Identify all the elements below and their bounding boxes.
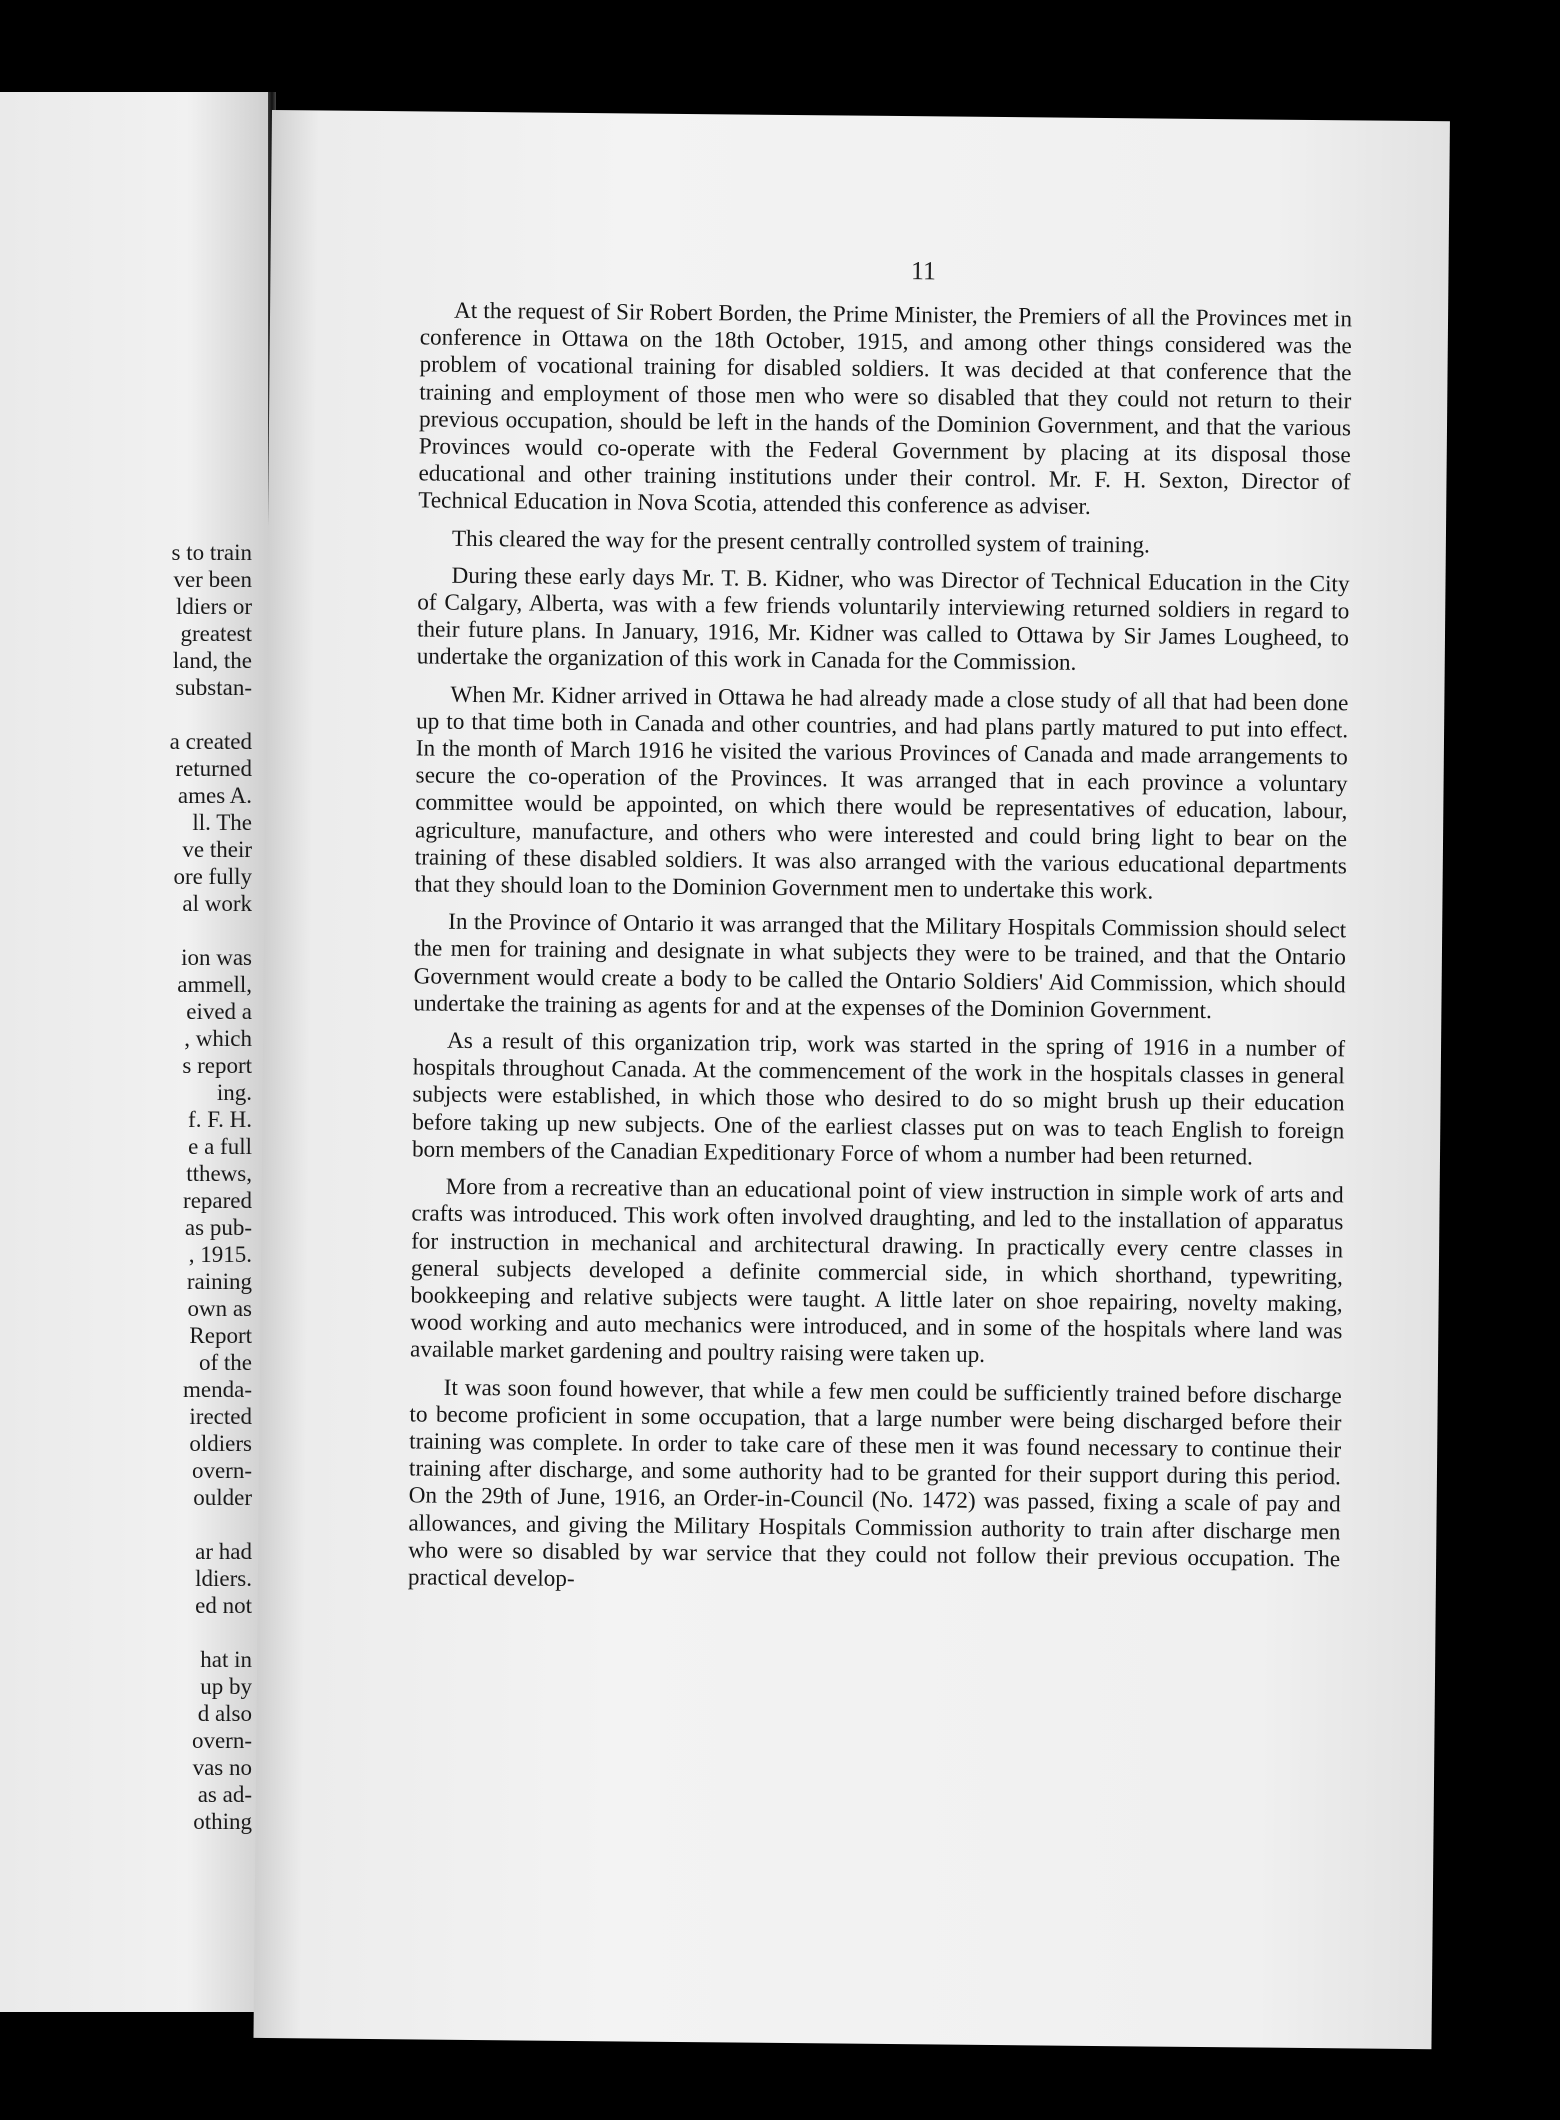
left-page-line: repared <box>183 1188 252 1213</box>
left-page-line: own as <box>187 1296 252 1321</box>
left-page-line: overn- <box>191 1728 252 1753</box>
left-page-line: as ad- <box>197 1782 252 1807</box>
left-page-line: d also <box>197 1701 252 1726</box>
left-page-gap <box>0 701 252 728</box>
left-page-line: ore fully <box>173 864 252 889</box>
left-page-line: overn- <box>191 1458 252 1483</box>
left-page-line: vas no <box>192 1755 252 1780</box>
left-page-line: ldiers or <box>175 594 252 619</box>
left-page-text-column <box>0 539 252 1835</box>
left-page <box>0 92 268 2012</box>
left-page-line: ed not <box>195 1593 252 1618</box>
paragraph: At the request of Sir Robert Borden, the Prime Minister, the Premiers of all the Provinces met in conference in Ottawa on the 18th October, 1915, and among other things considered was the problem of vocational training for disabled soldiers. It was decided at that conference that the training and employment of those men who were so disabled that they could not return to their previous occupation, should be left in the hands of the Dominion Government, and that the various Provinces would co-operate with the Federal Government by placing at its disposal those educational and other training institutions under their control. Mr. F. H. Sexton, Director of Technical Education in Nova Scotia, attended this conference as adviser. <box>418 297 1353 521</box>
right-page <box>253 110 1449 2049</box>
left-page-line: raining <box>186 1269 252 1294</box>
left-page-line: s report <box>182 1053 252 1078</box>
paragraph: During these early days Mr. T. B. Kidner, who was Director of Technical Education in the City of Calgary, Alberta, was with a few friends voluntarily interviewing returned soldiers in regard to their future plans. In January, 1916, Mr. Kidner was called to Ottawa by Sir James Lougheed, to undertake the organization of this work in Canada for the Commission. <box>416 562 1350 677</box>
paragraph: When Mr. Kidner arrived in Ottawa he had already made a close study of all that had been done up to that time both in Canada and other countries, and had plans partly matured to put into effect. In the month of March 1916 he visited the various Provinces of Canada and made arrangements to secure the co-operation of the Provinces. It was arranged that in each province a voluntary committee would be appointed, on which there would be representatives of education, labour, agriculture, manufacture, and others who were interested and could bring light to bear on the training of these disabled soldiers. It was also arranged with the various educational departments that they should loan to the Dominion Government men to undertake this work. <box>414 681 1349 905</box>
body-text <box>408 297 1352 1610</box>
left-page-line: ames A. <box>177 783 252 808</box>
left-page-line: , which <box>184 1026 252 1051</box>
left-page-line: oulder <box>193 1485 252 1510</box>
left-page-line: ll. The <box>192 810 252 835</box>
left-page-line: oldiers <box>189 1431 252 1456</box>
left-page-line: land, the <box>172 648 252 673</box>
left-page-line: ion was <box>181 945 252 970</box>
paragraph: It was soon found however, that while a few men could be sufficiently trained before discharge to become proficient in some occupation, that a large number were being discharged before their training was complete. In order to take care of these men it was found necessary to continue their training after discharge, and some authority had to be granted for their support during this period. On the 29th of June, 1916, an Order-in-Council (No. 1472) was passed, fixing a scale of pay and allowances, and giving the Military Hospitals Commission authority to train after discharge men who were so disabled by war service that they could not follow their previous occupation. The practical develop- <box>407 1374 1342 1592</box>
page-number: 11 <box>910 256 937 286</box>
left-page-line: substan- <box>175 675 252 700</box>
left-page-line: eived a <box>186 999 252 1024</box>
left-page-line: , 1915. <box>188 1242 252 1267</box>
left-page-gap <box>0 917 252 944</box>
left-page-line: ar had <box>195 1539 252 1564</box>
left-page-line: menda- <box>183 1377 252 1402</box>
left-page-line: tthews, <box>186 1161 252 1186</box>
left-page-line: irected <box>189 1404 252 1429</box>
left-page-line: hat in <box>200 1647 252 1672</box>
paragraph: As a result of this organization trip, work was started in the spring of 1916 in a number of hospitals throughout Canada. At the commencement of the work in the hospitals classes in general subjects were established, in which those who desired to do so might brush up their education before taking up new subjects. One of the earliest classes put on was to teach English to foreign born members of the Canadian Expeditionary Force of whom a number had been returned. <box>411 1027 1346 1171</box>
paragraph: This cleared the way for the present centrally controlled system of training. <box>451 525 1150 559</box>
left-page-line: ldiers. <box>195 1566 252 1591</box>
left-page-line: greatest <box>180 621 252 646</box>
paragraph: More from a recreative than an educational point of view instruction in simple work of arts and crafts was introduced. This work often involved draughting, and led to the installation of apparatus for instruction in mechanical and architectural drawing. In practically every centre classes in general subjects developed a definite commercial side, in which shorthand, typewriting, bookkeeping and relative subjects were taught. A little later on shoe repairing, novelty making, wood working and auto mechanics were introduced, and in some of the hospitals where land was available market gardening and poultry raising were taken up. <box>409 1173 1344 1369</box>
left-page-line: as pub- <box>184 1215 252 1240</box>
left-page-line: Report <box>189 1323 252 1348</box>
left-page-gap <box>0 1619 252 1646</box>
left-page-line: up by <box>200 1674 252 1699</box>
left-page-line: othing <box>193 1809 252 1834</box>
left-page-line: ve their <box>182 837 252 862</box>
left-page-line: al work <box>182 891 252 916</box>
left-page-line: f. F. H. <box>188 1107 252 1132</box>
paragraph: In the Province of Ontario it was arranged that the Military Hospitals Commission should select the men for training and designate in what subjects they were to be trained, and that the Ontario Government would create a body to be called the Ontario Soldiers' Aid Commission, which should undertake the training as agents for and at the expenses of the Dominion Government. <box>413 908 1347 1024</box>
left-page-line: ver been <box>173 567 252 592</box>
left-page-line: of the <box>198 1350 252 1375</box>
left-page-line: e a full <box>188 1134 252 1159</box>
left-page-line: a created <box>169 729 252 754</box>
left-page-line: ing. <box>216 1080 252 1105</box>
left-page-line: ammell, <box>177 972 252 997</box>
left-page-line: returned <box>175 756 252 781</box>
left-page-gap <box>0 1511 252 1538</box>
left-page-line: s to train <box>171 540 252 565</box>
